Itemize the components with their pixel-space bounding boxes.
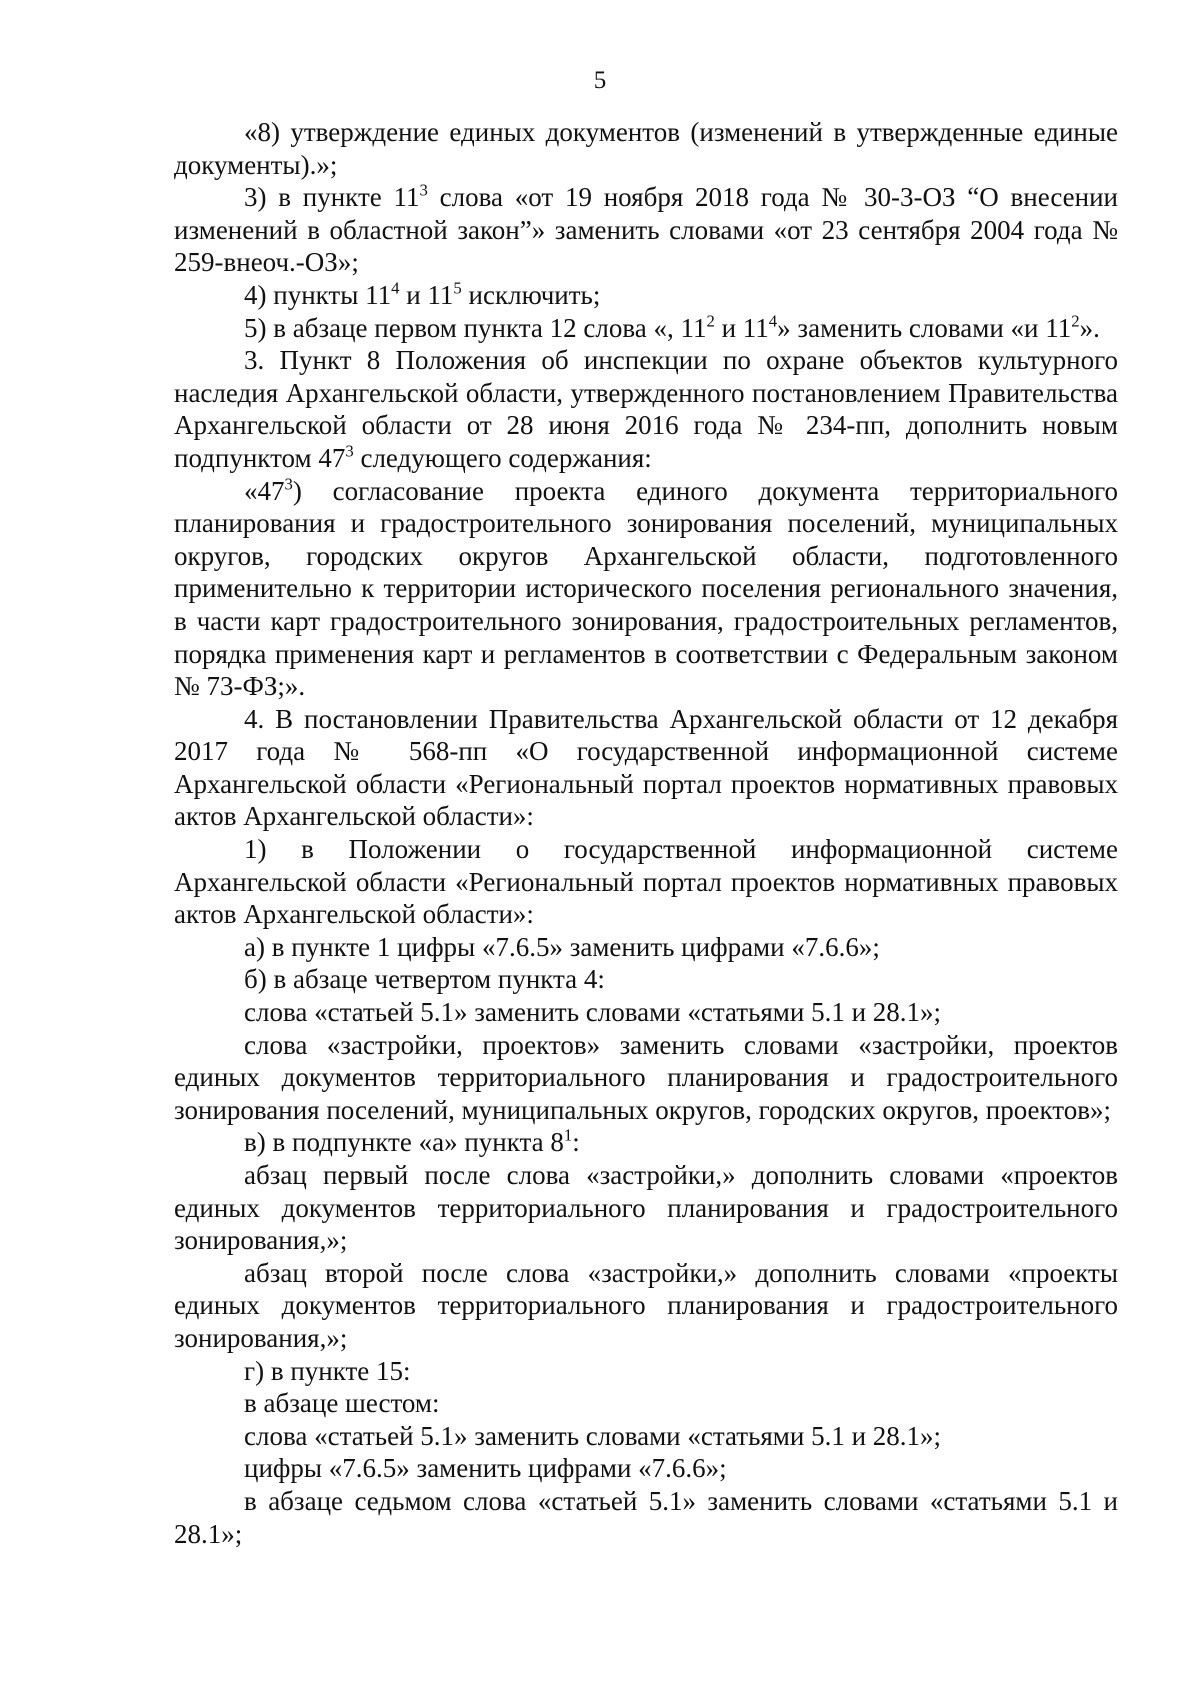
paragraph <box>174 1257 1118 1355</box>
superscript-index: 4 <box>768 311 778 331</box>
paragraph <box>174 833 1118 931</box>
text-run: абзац первый после слова «застройки,» дополнить словами «проектов единых документов территориального планирования и градостроительного зонирования,»; <box>174 1160 1118 1256</box>
superscript-index: 3 <box>419 180 428 200</box>
paragraph <box>174 116 1118 181</box>
text-run: ». <box>1079 312 1100 343</box>
text-run: а) в пункте 1 цифры «7.6.5» заменить цифрами «7.6.6»; <box>244 931 880 962</box>
superscript-index: 2 <box>1071 311 1080 331</box>
paragraph <box>174 1029 1118 1127</box>
text-run: слова «застройки, проектов» заменить словами «застройки, проектов единых документов территориального планирования и градостроительного зонирования поселений, муниципальных округов, городских округов, проектов»; <box>174 1029 1118 1125</box>
text-run: исключить; <box>461 279 601 310</box>
paragraph <box>174 1485 1118 1550</box>
superscript-index: 2 <box>706 311 715 331</box>
paragraph <box>174 475 1118 703</box>
superscript-index: 3 <box>345 441 354 461</box>
text-run: б) в абзаце четвертом пункта 4: <box>244 964 605 995</box>
paragraph <box>174 1420 1118 1453</box>
text-run: 3. Пункт 8 Положения об инспекции по охране объектов культурного наследия Архангельской области, утвержденного постановлением Правительства Архангельской области от 28 июня 2016 года № 234-пп, дополнить новым подпунктом 47 <box>174 345 1118 473</box>
superscript-index: 5 <box>453 278 462 298</box>
paragraph <box>174 1355 1118 1388</box>
text-run: и 11 <box>714 312 769 343</box>
paragraph <box>174 1387 1118 1420</box>
paragraph <box>174 996 1118 1029</box>
text-run: 4. В постановлении Правительства Архангельской области от 12 декабря 2017 года № 568-пп «О государственной информационной системе Архангельской области «Региональный портал проектов нормативных правовых актов Архангельской области»: <box>174 703 1118 832</box>
paragraph <box>174 703 1118 833</box>
text-run: 5) в абзаце первом пункта 12 слова «, 11 <box>244 312 707 343</box>
text-run: в абзаце шестом: <box>244 1388 440 1419</box>
text-run: ) согласование проекта единого документа территориального планирования и градостроительного зонирования поселений, муниципальных округов, городских округов Архангельской области, подготовленного применительно к территории исторического поселения регионального значения, в части карт градостроительного зонирования, градостроительных регламентов, порядка применения карт и регламентов в соответствии с Федеральным законом № 73-ФЗ;». <box>174 475 1118 702</box>
text-run: «8) утверждение единых документов (изменений в утвержденные единые документы).»; <box>174 117 1118 180</box>
text-run: и 11 <box>399 279 454 310</box>
text-run: 4) пункты 11 <box>244 279 392 310</box>
text-run: абзац второй после слова «застройки,» дополнить словами «проекты единых документов территориального планирования и градостроительного зонирования,»; <box>174 1257 1118 1353</box>
text-run: в) в подпункте «а» пункта 8 <box>244 1127 564 1158</box>
text-run: слова «от 19 ноября 2018 года № 30-3-ОЗ “О внесении изменений в областной закон”» заменить словами «от 23 сентября 2004 года № 259-внеоч.-ОЗ»; <box>174 182 1118 278</box>
text-run: 1) в Положении о государственной информационной системе Архангельской области «Региональный портал проектов нормативных правовых актов Архангельской области»: <box>174 834 1118 930</box>
text-run: г) в пункте 15: <box>244 1355 411 1386</box>
text-run: в абзаце седьмом слова «статьей 5.1» заменить словами «статьями 5.1 и 28.1»; <box>174 1485 1118 1549</box>
text-run: «47 <box>244 475 285 506</box>
document-body <box>174 116 1118 1550</box>
paragraph <box>174 1126 1118 1159</box>
paragraph <box>174 181 1118 279</box>
paragraph <box>174 1452 1118 1485</box>
paragraph <box>174 312 1118 345</box>
paragraph <box>174 344 1118 474</box>
paragraph <box>174 279 1118 312</box>
text-run: слова «статьей 5.1» заменить словами «статьями 5.1 и 28.1»; <box>244 1420 942 1451</box>
text-run: следующего содержания: <box>353 442 652 473</box>
text-run: » заменить словами «и 11 <box>777 312 1072 343</box>
paragraph <box>174 1159 1118 1257</box>
paragraph <box>174 963 1118 996</box>
superscript-index: 4 <box>391 278 400 298</box>
text-run: слова «статьей 5.1» заменить словами «статьями 5.1 и 28.1»; <box>244 997 942 1028</box>
page-number: 5 <box>593 67 607 94</box>
superscript-index: 1 <box>563 1126 573 1146</box>
paragraph <box>174 931 1118 964</box>
text-run: : <box>572 1127 580 1158</box>
text-run: 3) в пункте 11 <box>244 182 420 213</box>
text-run: цифры «7.6.5» заменить цифрами «7.6.6»; <box>244 1453 727 1484</box>
superscript-index: 3 <box>284 474 293 494</box>
